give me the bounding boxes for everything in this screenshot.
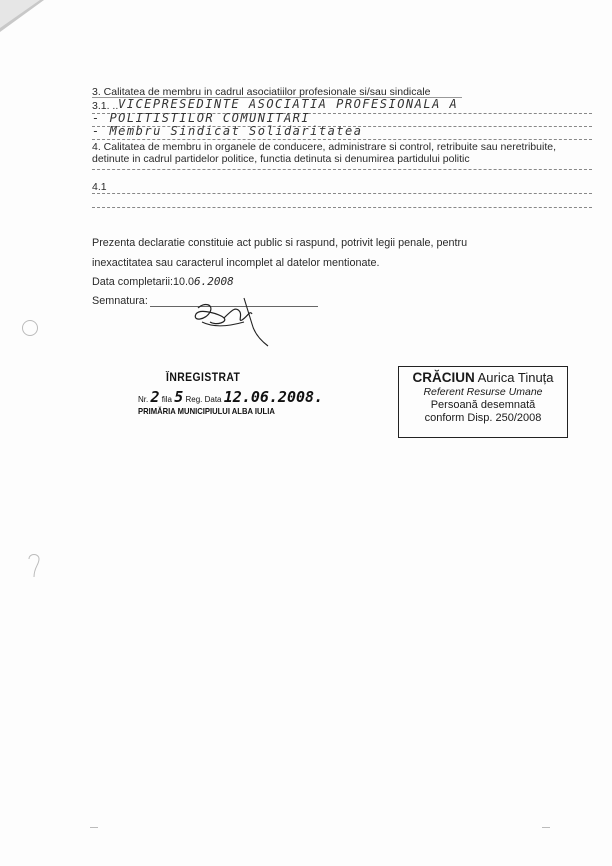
fila-value: 5	[174, 388, 184, 406]
stamp-name	[399, 370, 567, 385]
stamp-name-rest: Aurica Tinuța	[477, 370, 554, 385]
scan-mark	[90, 827, 98, 828]
punch-hole-mark	[26, 553, 42, 579]
dotted-line	[92, 207, 592, 208]
dotted-line	[92, 169, 592, 170]
date-label: Data completarii:10.0	[92, 276, 195, 288]
data-label: Data	[204, 395, 222, 404]
section3-hand-line1: VICEPRESEDINTE ASOCIATIA PROFESIONALA A	[118, 97, 459, 111]
scan-mark	[542, 827, 550, 828]
folded-corner	[0, 0, 48, 34]
registration-title: ÎNREGISTRAT	[166, 372, 241, 384]
hr-stamp	[398, 366, 568, 438]
section4-heading-line2: detinute in cadrul partidelor politice, functia detinuta si denumirea partidului politic	[92, 153, 470, 165]
section3-hand-line3: - Membru Sindicat Solidaritatea	[92, 124, 363, 138]
stamp-role: Referent Resurse Umane	[423, 386, 543, 398]
fila-label: fila	[161, 395, 172, 404]
date-field	[92, 272, 234, 292]
nr-value: 2	[150, 388, 160, 406]
section3-item-prefix: 3.1. ..	[92, 100, 119, 112]
declaration-line1: Prezenta declaratie constituie act public si raspund, potrivit legii penale, pentru	[92, 237, 468, 249]
section3-hand-line2: - POLITISTILOR COMUNITARI	[92, 111, 311, 125]
data-value: 12.06.2008.	[223, 388, 324, 406]
declaration-line2: inexactitatea sau caracterul incomplet al datelor mentionate.	[92, 257, 380, 269]
section4-item-prefix: 4.1	[92, 181, 107, 193]
section3-heading: 3. Calitatea de membru in cadrul asociatiilor profesionale si/sau sindicale	[92, 86, 431, 98]
stamp-line4: conform Disp. 250/2008	[424, 412, 542, 424]
signature-label: Semnatura:	[92, 295, 148, 307]
section4-heading-line1: 4. Calitatea de membru in organele de conducere, administrare si control, retribuite sau neretribuite,	[92, 141, 556, 153]
reg-label: Reg.	[185, 395, 203, 404]
registration-institution: PRIMĂRIA MUNICIPIULUI ALBA IULIA	[138, 406, 275, 416]
dotted-line	[92, 193, 592, 194]
punch-hole-mark	[22, 320, 38, 336]
nr-label: Nr.	[138, 395, 149, 404]
signature-scribble	[180, 292, 275, 352]
stamp-name-first: CRĂCIUN	[412, 370, 475, 385]
date-hand-value: 6.2008	[194, 275, 234, 288]
registration-details	[138, 388, 323, 406]
dotted-line	[92, 139, 592, 140]
stamp-line3: Persoană desemnată	[430, 399, 536, 411]
